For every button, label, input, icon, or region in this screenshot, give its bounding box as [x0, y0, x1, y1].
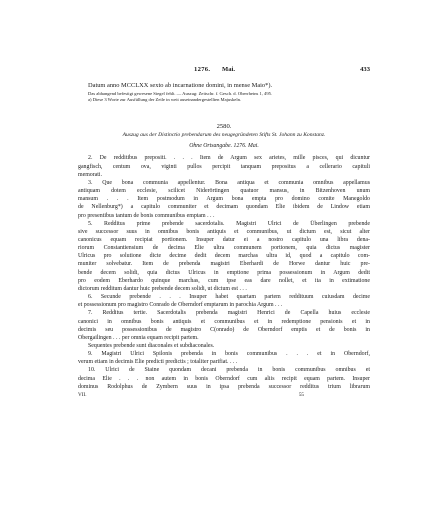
paragraph — [78, 220, 370, 293]
page-footer — [78, 392, 370, 400]
text-line: 3. Que bona communia appellentur. Bona antiqua et communia omnibus appellamus — [88, 179, 370, 186]
sheet-number: 55 — [298, 391, 304, 398]
header-year: 1276. — [194, 66, 211, 73]
text-line: 2. De redditibus prepositi. . . . Item de Argum sex arietes, mille pisces, qui dicuntur — [88, 155, 370, 162]
text-line: 5. Redditus prime prebende sacerdotalis. Magistri Ulrici de Überlingen prebende — [88, 220, 370, 227]
text-line: 6. Secunde prebende . . . Insuper habet quartam partem reddituum cuiusdam decime — [88, 294, 370, 301]
header-month: Mai. — [222, 66, 236, 73]
text-line: pro presentibus tantum de bonis communibus emptam . . . — [78, 212, 215, 219]
text-line: Sequentes prebende sunt diaconales et subdiaconales. — [88, 343, 215, 349]
paragraph — [78, 309, 370, 342]
text-line: dictorum redditum dantur huic prebende decem solidi, ut dictum est . . . — [78, 285, 247, 292]
text-line: et possessionum pro magistro Conrado de Oberndorf emptarum in parochia Argum . . . — [78, 302, 283, 309]
document-number: 2580. — [216, 123, 232, 131]
paragraph — [78, 366, 370, 390]
paragraph — [78, 154, 370, 178]
text-line: verum etiam in decimis Elie predicti predictis ; totaliter parifiat. . . . — [78, 359, 238, 366]
document-subtitle: Ohne Ortsangabe. 1276. Mai. — [189, 143, 259, 150]
text-line: gangfisch, centum ova, viginti pullos percipit tanquam prepositus a cellerario capituli — [78, 163, 370, 170]
text-line: 7. Redditus tertie. Sacerdotalis prebenda magistri Henrici de Capella huius ecclesie — [88, 310, 370, 317]
dating-line: Datum anno MCCLXX sexto ab incarnatione domini, in mense Maio*). — [88, 82, 273, 89]
text-line: memorati. — [78, 171, 103, 178]
text-line: pro eodem Eberhardo quinque marchas, cum ipse eas dare nollet, et ita in extimatione — [78, 277, 370, 284]
footnote: a) Diese 3 Worte zur Ausfüllung der Zeile in weit auseinandergestellten Majuskeln. — [88, 97, 242, 102]
text-line: canonici in omnibus bonis antiquis et communibus et in redemptione pensionis et in — [78, 318, 370, 325]
paragraph — [78, 342, 370, 350]
paragraph — [78, 350, 370, 366]
text-line: Obergailingen . . . per omnia equam recipit partem. — [78, 334, 199, 341]
text-line: mansum . . . Item postmodum in Argum bona empta pro domino comite Manegoldo — [78, 196, 370, 203]
text-line: decima Elie . . . non autem in bonis Oberndorf cum aliis recipit equam partem. Insuper — [78, 375, 370, 382]
text-line: canonicus equam recipiat portionem. Insuper datur ei a nostro capitulo una libra dena- — [78, 236, 370, 243]
text-line: sive successor suus in omnibus bonis antiquis et communibus, ut dictum est, sicut alter — [78, 228, 370, 235]
text-line: 10. Ulrici de Staine quondam decani prebenda in bonis communibus omnibus et — [88, 367, 370, 374]
text-line: 9. Magistri Ulrici Spilonis prebenda in bonis communibus . . . et in Oberndorf, — [88, 351, 370, 358]
footnote: Das abhangend befestigt gewesene Siegel fehlt. — Auszug: Zeitschr. f. Gesch. d. Oberrheins 1, 495. — [88, 90, 273, 96]
text-line: bende decem solidi, quia dictus Ulricus in emptione prima possessionum in Argum dedit — [78, 269, 370, 276]
document-page — [78, 66, 370, 506]
text-line: riorum Constantiensium de decima Elie ultra communem portionem, quia dictus magister — [78, 245, 370, 252]
text-line: Ulricus pro solutione dicte decime dedit decem marchas ultra id, quod a capitulo com- — [78, 253, 370, 260]
signature-mark: VII. — [78, 391, 87, 398]
text-line: decimis seu possessionibus de magistro C(onrado) de Oberndorf emptis et de bonis in — [78, 326, 370, 333]
text-line: dominus Rodolphus de Zymbern suus in ipsa prebenda successor redditus trium librarum — [78, 383, 370, 390]
paragraph — [78, 179, 370, 220]
text-line: muniter solvebatur. Item de prebenda magistri Eberhardi de Horwe dantur huic pre- — [78, 261, 370, 268]
page-number: 433 — [360, 66, 370, 73]
text-line: antiquam dotem ecclesie, scilicet Niderörtingen quatuor mansus, in Bitzenhoven unum — [78, 188, 370, 195]
paragraph — [78, 293, 370, 309]
text-line: de Nellenburg*) a capitulo communiter et decimam quondam Elie ibidem de Lindow etiam — [78, 204, 370, 211]
running-header — [78, 66, 370, 78]
document-title: Auszug aus der Distinctio prebendarum des neugegründeten Stifts St. Johann zu Konstanz. — [122, 132, 326, 139]
